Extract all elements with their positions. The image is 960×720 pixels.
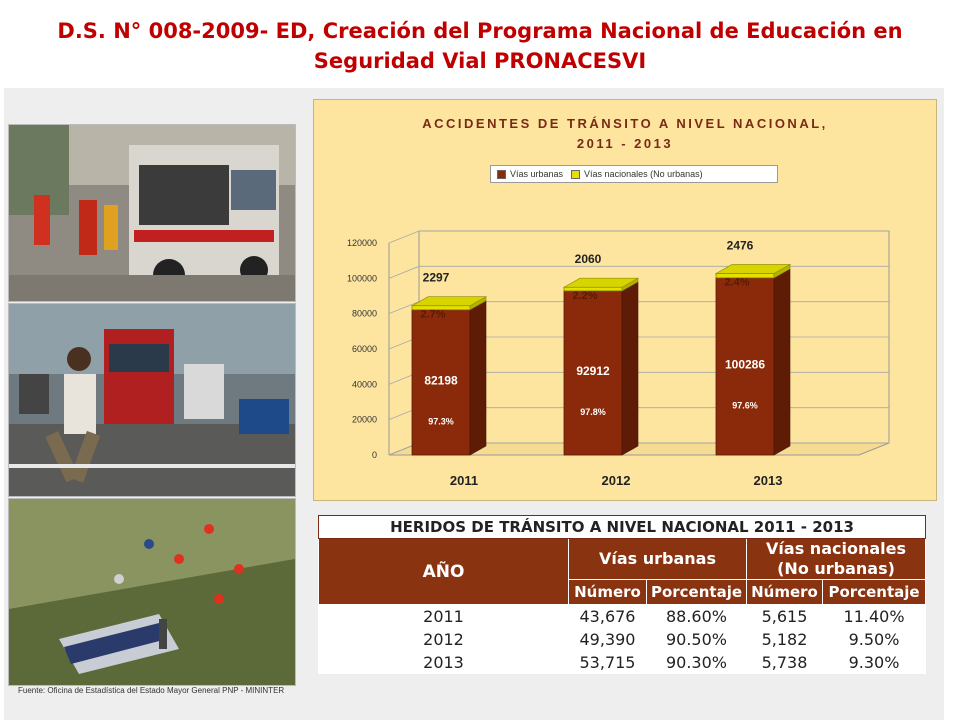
bar-urban-side xyxy=(470,301,486,455)
bar-urban-side xyxy=(774,269,790,455)
cell-urban-number: 49,390 xyxy=(569,628,647,651)
urban-value-label: 82198 xyxy=(424,373,458,388)
accidents-chart xyxy=(313,99,937,501)
bar-urban-side xyxy=(622,282,638,455)
urban-pct-label: 97.3% xyxy=(428,416,454,427)
title-band xyxy=(0,0,960,88)
cell-national-percent: 9.50% xyxy=(823,628,926,651)
x-category-label: 2012 xyxy=(601,473,631,488)
subheader-national-percent: Porcentaje xyxy=(823,580,926,605)
chart-title-line2: 2011 - 2013 xyxy=(576,136,674,151)
national-value-label: 2476 xyxy=(726,238,754,253)
slide-title: D.S. N° 008-2009- ED, Creación del Programa Nacional de Educación en Seguridad Vial PRONACESVI xyxy=(57,19,903,73)
national-header-line1: Vías nacionales xyxy=(766,539,906,558)
x-category-label: 2011 xyxy=(449,473,479,488)
cell-urban-percent: 90.30% xyxy=(647,651,747,674)
cell-national-number: 5,615 xyxy=(747,605,823,628)
national-pct-label: 2.7% xyxy=(420,308,446,321)
injuries-table-wrap xyxy=(318,515,925,674)
legend-label-national: Vías nacionales (No urbanas) xyxy=(584,169,703,179)
chart-title-line1: ACCIDENTES DE TRÁNSITO A NIVEL NACIONAL, xyxy=(422,116,828,131)
table-row xyxy=(319,628,926,651)
table-row xyxy=(319,651,926,674)
pedestrian-trucks-photo xyxy=(8,303,296,497)
cell-urban-number: 43,676 xyxy=(569,605,647,628)
table-row xyxy=(319,605,926,628)
y-tick-label: 0 xyxy=(371,450,377,460)
subheader-urban-percent: Porcentaje xyxy=(647,580,747,605)
urban-value-label: 92912 xyxy=(576,363,610,378)
national-value-label: 2297 xyxy=(422,270,450,285)
national-header-line2: (No urbanas) xyxy=(777,559,895,578)
urban-pct-label: 97.6% xyxy=(732,400,758,411)
year-header: AÑO xyxy=(319,539,569,605)
urban-pct-label: 97.8% xyxy=(580,406,606,417)
injuries-table xyxy=(318,515,926,674)
chart-plot xyxy=(314,100,936,500)
cell-national-number: 5,182 xyxy=(747,628,823,651)
urban-header: Vías urbanas xyxy=(569,539,747,580)
y-tick-label: 60000 xyxy=(351,344,377,354)
x-category-label: 2013 xyxy=(753,473,783,488)
y-tick-label: 40000 xyxy=(351,379,377,390)
hillside-rescue-photo xyxy=(8,498,296,686)
legend-label-urban: Vías urbanas xyxy=(510,169,564,179)
y-tick-label: 20000 xyxy=(351,414,377,425)
cell-urban-number: 53,715 xyxy=(569,651,647,674)
subheader-urban-number: Número xyxy=(569,580,647,605)
national-pct-label: 2.4% xyxy=(724,276,750,289)
subheader-national-number: Número xyxy=(747,580,823,605)
cell-national-percent: 9.30% xyxy=(823,651,926,674)
cell-urban-percent: 90.50% xyxy=(647,628,747,651)
cell-urban-percent: 88.60% xyxy=(647,605,747,628)
table-caption: HERIDOS DE TRÁNSITO A NIVEL NACIONAL 2011 - 2013 xyxy=(319,516,926,539)
cell-year: 2013 xyxy=(319,651,569,674)
y-tick-label: 100000 xyxy=(346,273,377,284)
national-header xyxy=(747,539,926,580)
y-tick-label: 80000 xyxy=(351,308,377,319)
cell-national-percent: 11.40% xyxy=(823,605,926,628)
source-note: Fuente: Oficina de Estadística del Estado Mayor General PNP - MININTER xyxy=(18,686,285,695)
urban-value-label: 100286 xyxy=(724,357,766,372)
cell-national-number: 5,738 xyxy=(747,651,823,674)
national-pct-label: 2.2% xyxy=(572,290,598,303)
bus-crash-photo xyxy=(8,124,296,302)
cell-year: 2011 xyxy=(319,605,569,628)
y-tick-label: 120000 xyxy=(346,238,377,248)
national-value-label: 2060 xyxy=(574,252,602,267)
cell-year: 2012 xyxy=(319,628,569,651)
